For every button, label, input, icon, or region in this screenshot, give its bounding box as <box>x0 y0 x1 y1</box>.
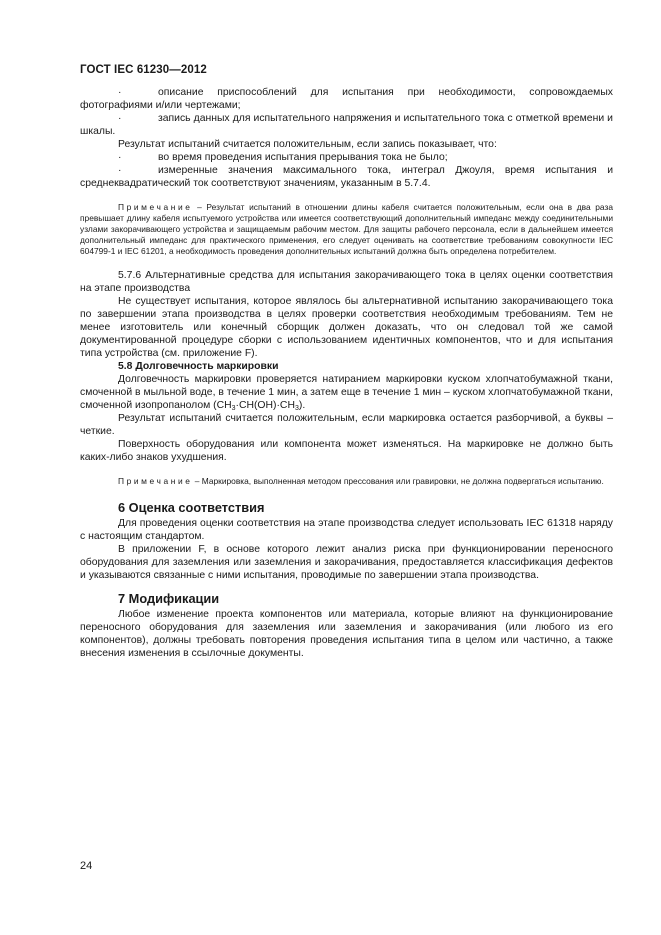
note-label: Примечание <box>118 476 193 486</box>
list-item-text: описание приспособлений для испытания при необходимости, сопровождаемых фотографиями и/или чертежами; <box>80 87 613 111</box>
bullet-marker: · <box>118 87 122 98</box>
list-item <box>80 112 613 138</box>
note-text: – Результат испытаний в отношении длины кабеля считается положительным, если она в два раза превышает длину кабеля испытуемого устройства или имеется соответствующий дополнительный импеданс между соединительными узлами закорачивающего устройства и защищаемым рабочим местом. Для защиты рабочего персонала, если в дальнейшем имеется дополнительный импеданс для практического применения, его следует оценивать на соответствие требованиям совокупности IEC 604799-1 и IEC 61201, а необходимость проведения дополнительных испытаний должна быть определена потребителем. <box>80 202 613 256</box>
section-5-8-text: Долговечность маркировки проверяется натиранием маркировки куском хлопчатобумажной ткани, смоченной в мыльной воде, в течение 1 мин, а затем еще в течение 1 мин – куском хлопчатобумажной ткани, смоченной изопропанолом (CH <box>80 374 613 411</box>
document-id-header: ГОСТ IEC 61230—2012 <box>80 64 207 76</box>
note-text: – Маркировка, выполненная методом прессования или гравировки, не должна подвергаться испытанию. <box>192 476 604 486</box>
section-5-7-6-title: 5.7.6 Альтернативные средства для испытания закорачивающего тока в целях оценки соответствия на этапе производства <box>80 270 613 294</box>
page-content <box>80 86 613 660</box>
result-intro: Результат испытаний считается положительным, если запись показывает, что: <box>118 139 497 150</box>
list-item-text: измеренные значения максимального тока, интеграл Джоуля, время испытания и среднеквадратический ток соответствуют значениям, указанным в 5.7.4. <box>80 165 613 189</box>
note-marking <box>80 476 613 487</box>
bullet-marker: · <box>118 113 122 124</box>
section-5-8-surface: Поверхность оборудования или компонента может изменяться. На маркировке не должно быть каких-либо знаков ухудшения. <box>80 439 613 463</box>
list-item-text: запись данных для испытательного напряжения и испытательного тока с отметкой времени и шкалы. <box>80 113 613 137</box>
section-5-8-body <box>80 373 613 412</box>
section-5-7-6-body: Не существует испытания, которое являлось бы альтернативной испытанию закорачивающего тока по завершении этапа производства в целях проверки соответствия необходимым требованиям. Тем не менее изготовитель или конечный сборщик должен доказать, что он следовал той же самой документированной процедуре сборки с использованием идентичных компонентов, что и для испытания типа устройства (см. приложение F). <box>80 296 613 359</box>
section-5-8-heading: 5.8 Долговечность маркировки <box>118 361 279 372</box>
formula-subscript: 3 <box>294 405 299 412</box>
section-7-heading: 7 Модификации <box>118 591 220 606</box>
section-6-paragraph: Для проведения оценки соответствия на этапе производства следует использовать IEC 61318 наряду с настоящим стандартом. <box>80 518 613 542</box>
list-item <box>80 164 613 190</box>
formula-middle: ·CH(OH)·CH <box>235 400 295 411</box>
note-cable-length <box>80 202 613 257</box>
list-item <box>80 86 613 112</box>
bullet-marker: · <box>118 152 122 163</box>
list-item-text: во время проведения испытания прерывания тока не было; <box>158 152 448 163</box>
list-item <box>80 151 613 164</box>
section-5-8-result: Результат испытаний считается положительным, если маркировка остается разборчивой, а буквы – четкие. <box>80 413 613 437</box>
section-7-paragraph: Любое изменение проекта компонентов или материала, которые влияют на функционирование переносного оборудования для заземления или заземления и закорачивания (или любого из его компонентов), должны требовать повторения проведения испытания типа в целом или частично, а также внесения изменения в ссылочные документы. <box>80 609 613 659</box>
note-label: Примечание <box>118 202 193 212</box>
formula-subscript: 3 <box>231 405 236 412</box>
section-6-heading: 6 Оценка соответствия <box>118 500 265 515</box>
section-6-paragraph: В приложении F, в основе которого лежит анализ риска при функционировании переносного оборудования для заземления или заземления и закорачивания, предоставляется классификация дефектов и указываются связанные с ними испытания, проводимые по завершении этапа производства. <box>80 544 613 581</box>
formula-end: ). <box>298 400 306 411</box>
page-number: 24 <box>80 860 93 872</box>
bullet-marker: · <box>118 165 122 176</box>
